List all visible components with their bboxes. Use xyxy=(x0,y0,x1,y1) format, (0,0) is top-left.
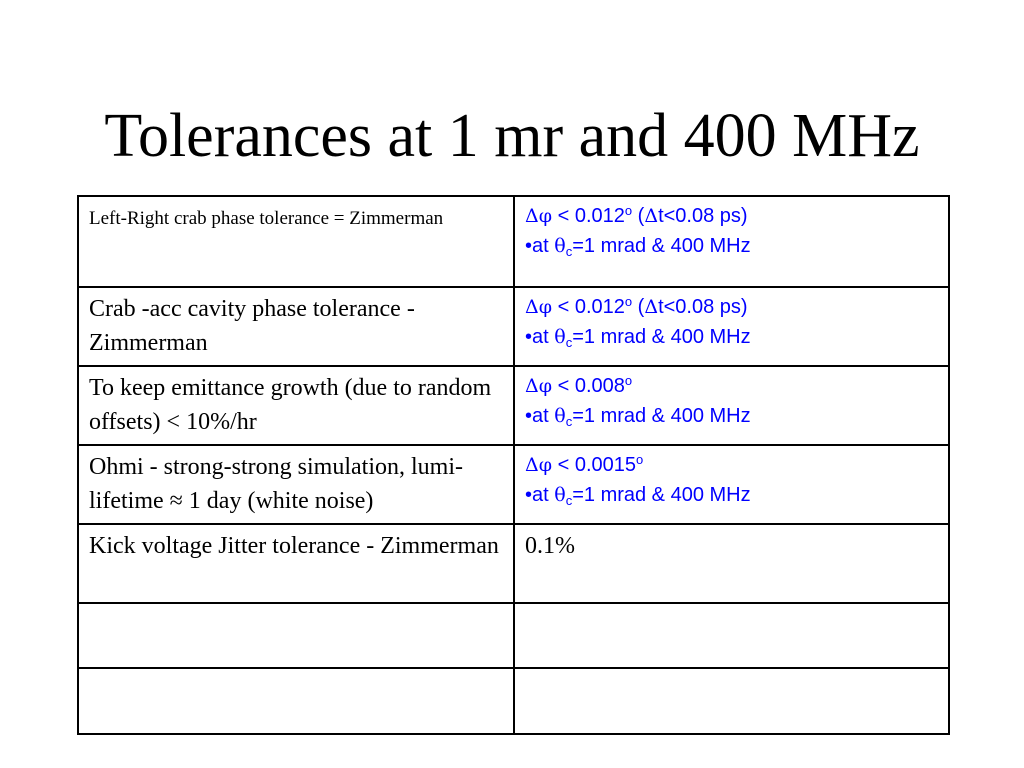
table-cell-label xyxy=(78,287,514,366)
phase-tolerance-line: $\Delta\varphi < 0.008^o$ xyxy=(525,373,633,397)
table-row xyxy=(78,366,949,445)
row-label: To keep emittance growth (due to random offsets) < 10%/hr xyxy=(89,375,492,435)
table-cell-label xyxy=(78,196,514,287)
table-row xyxy=(78,287,949,366)
table-cell-label xyxy=(78,366,514,445)
table-row xyxy=(78,196,949,287)
table-row xyxy=(78,668,949,734)
table-row xyxy=(78,445,949,524)
row-label: Ohmi - strong-strong simulation, lumi- lifetime ≈ 1 day (white noise) xyxy=(89,454,463,514)
condition-bullet: •at $\theta_c=1$ mrad & 400 MHz xyxy=(525,235,751,259)
condition-bullet: •at $\theta_c=1$ mrad & 400 MHz xyxy=(525,405,751,429)
table-cell-label xyxy=(78,524,514,603)
row-label: Left-Right crab phase tolerance = Zimmerman xyxy=(89,208,444,229)
table-cell-value xyxy=(514,287,949,366)
phase-tolerance-line: $\Delta\varphi < 0.012^o$ (Δt<0.08 ps) xyxy=(525,203,748,227)
row-label: Crab -acc cavity phase tolerance - Zimmerman xyxy=(89,296,415,356)
phase-tolerance-line: $\Delta\varphi < 0.0015^o$ xyxy=(525,452,644,476)
phase-tolerance-line: $\Delta\varphi < 0.012^o$ (Δt<0.08 ps) xyxy=(525,294,748,318)
table-row xyxy=(78,603,949,668)
condition-bullet: •at $\theta_c=1$ mrad & 400 MHz xyxy=(525,326,751,350)
table-cell-value xyxy=(514,445,949,524)
table-row xyxy=(78,524,949,603)
row-label: Kick voltage Jitter tolerance - Zimmerman xyxy=(89,533,499,559)
slide-title: Tolerances at 1 mr and 400 MHz xyxy=(104,102,920,170)
table-cell-value xyxy=(514,196,949,287)
table-cell-label xyxy=(78,668,514,734)
table-cell-value xyxy=(514,603,949,668)
table-cell-value xyxy=(514,524,949,603)
condition-bullet: •at $\theta_c=1$ mrad & 400 MHz xyxy=(525,484,751,508)
table-cell-value xyxy=(514,366,949,445)
table-cell-value xyxy=(514,668,949,734)
tolerance-table xyxy=(77,195,950,735)
table-cell-label xyxy=(78,445,514,524)
row-value: 0.1% xyxy=(525,533,575,559)
table-cell-label xyxy=(78,603,514,668)
